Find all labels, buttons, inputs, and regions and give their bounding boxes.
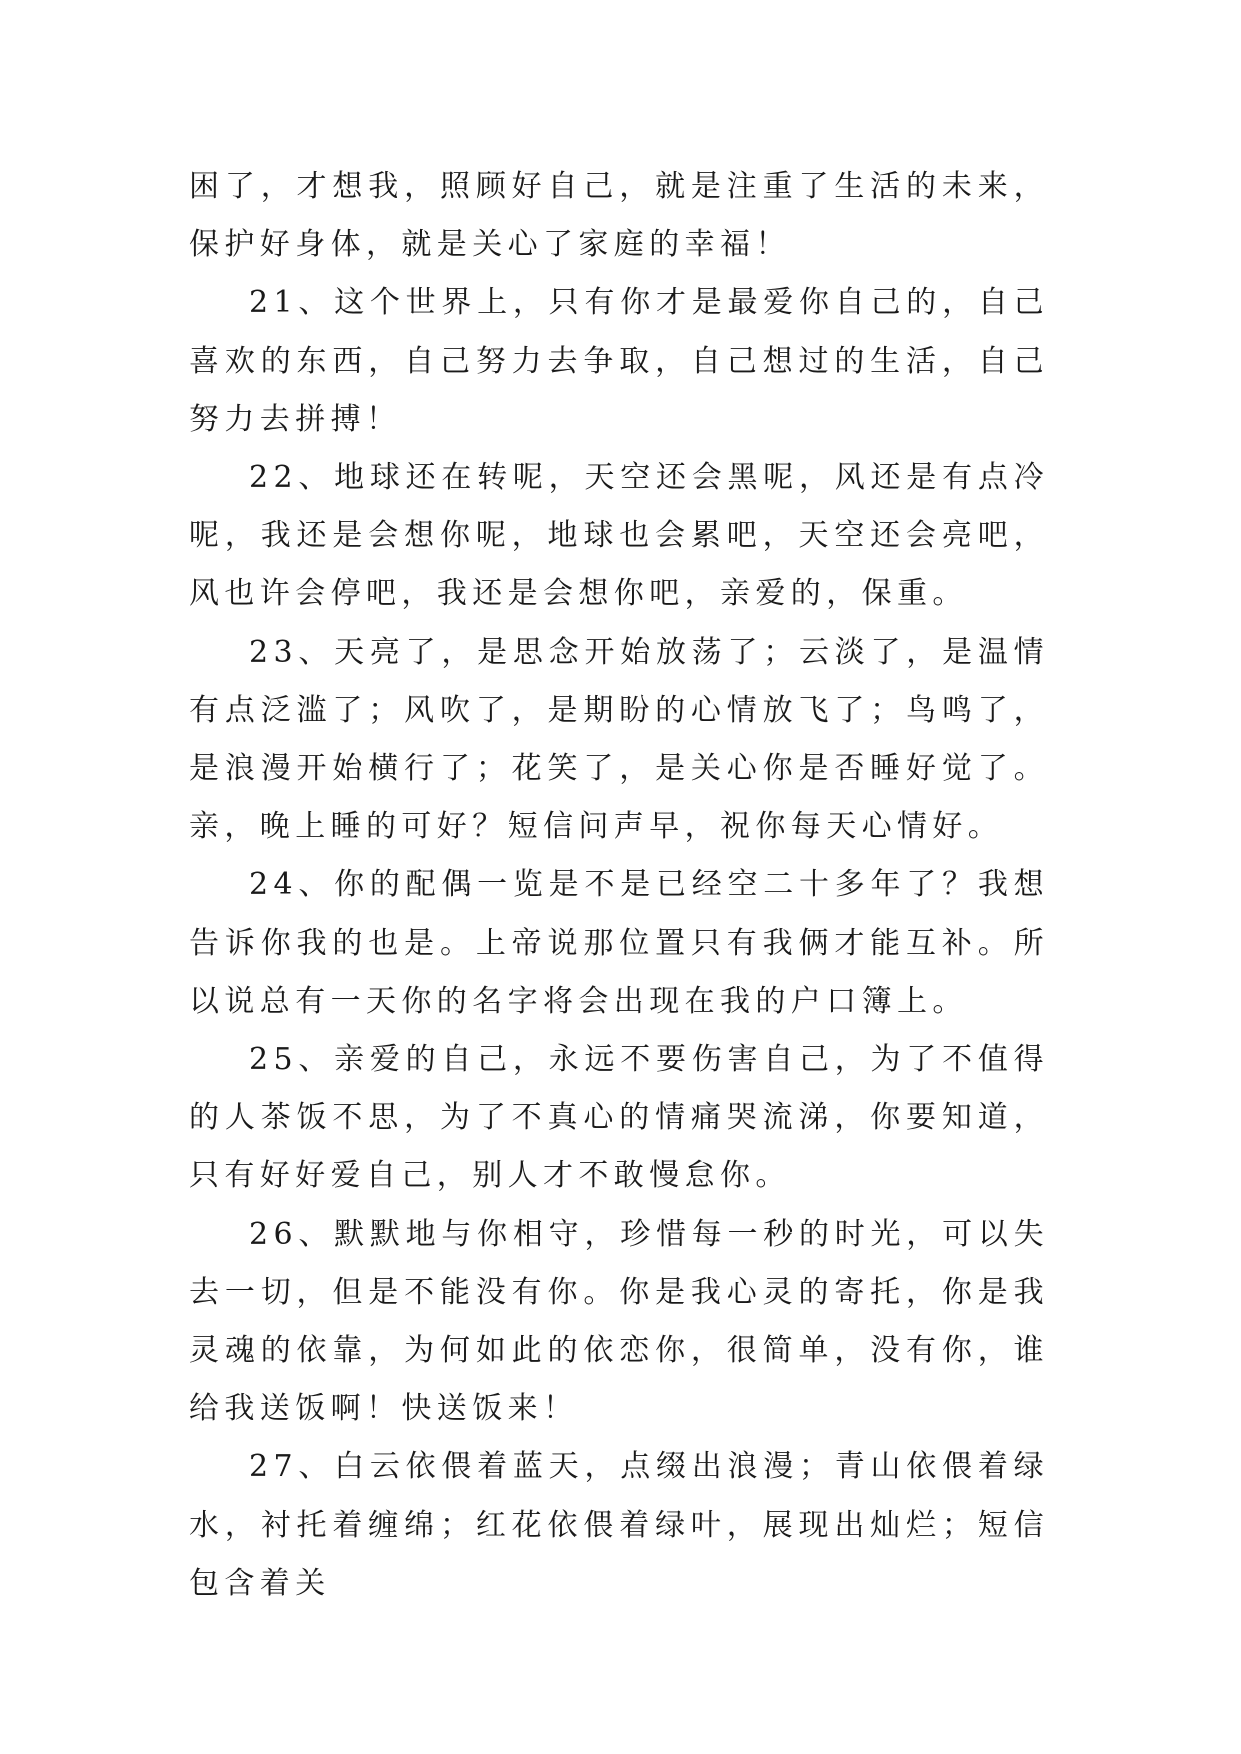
- document-body: [189, 158, 1049, 1613]
- paragraph-continuation: 困了，才想我，照顾好自己，就是注重了生活的未来，保护好身体，就是关心了家庭的幸福！: [189, 169, 1049, 263]
- paragraph-24: 24、你的配偶一览是不是已经空二十多年了？我想告诉你我的也是。上帝说那位置只有我俩才能互补。所以说总有一天你的名字将会出现在我的户口簿上。: [189, 867, 1049, 1019]
- paragraph-22: 22、地球还在转呢，天空还会黑呢，风还是有点冷呢，我还是会想你呢，地球也会累吧，天空还会亮吧，风也许会停吧，我还是会想你吧，亲爱的，保重。: [189, 460, 1049, 612]
- paragraph-27: 27、白云依偎着蓝天，点缀出浪漫；青山依偎着绿水，衬托着缠绵；红花依偎着绿叶，展现出灿烂；短信包含着关: [189, 1449, 1049, 1601]
- paragraph-26: 26、默默地与你相守，珍惜每一秒的时光，可以失去一切，但是不能没有你。你是我心灵的寄托，你是我灵魂的依靠，为何如此的依恋你，很简单，没有你，谁给我送饭啊！快送饭来！: [189, 1216, 1049, 1427]
- paragraph-25: 25、亲爱的自己，永远不要伤害自己，为了不值得的人茶饭不思，为了不真心的情痛哭流涕，你要知道，只有好好爱自己，别人才不敢慢怠你。: [189, 1042, 1049, 1194]
- paragraph-23: 23、天亮了，是思念开始放荡了；云淡了，是温情有点泛滥了；风吹了，是期盼的心情放飞了；鸟鸣了，是浪漫开始横行了；花笑了，是关心你是否睡好觉了。亲，晚上睡的可好？短信问声早，祝你每天心情好。: [189, 634, 1049, 845]
- paragraph-21: 21、这个世界上，只有你才是最爱你自己的，自己喜欢的东西，自己努力去争取，自己想过的生活，自己努力去拼搏！: [189, 285, 1049, 437]
